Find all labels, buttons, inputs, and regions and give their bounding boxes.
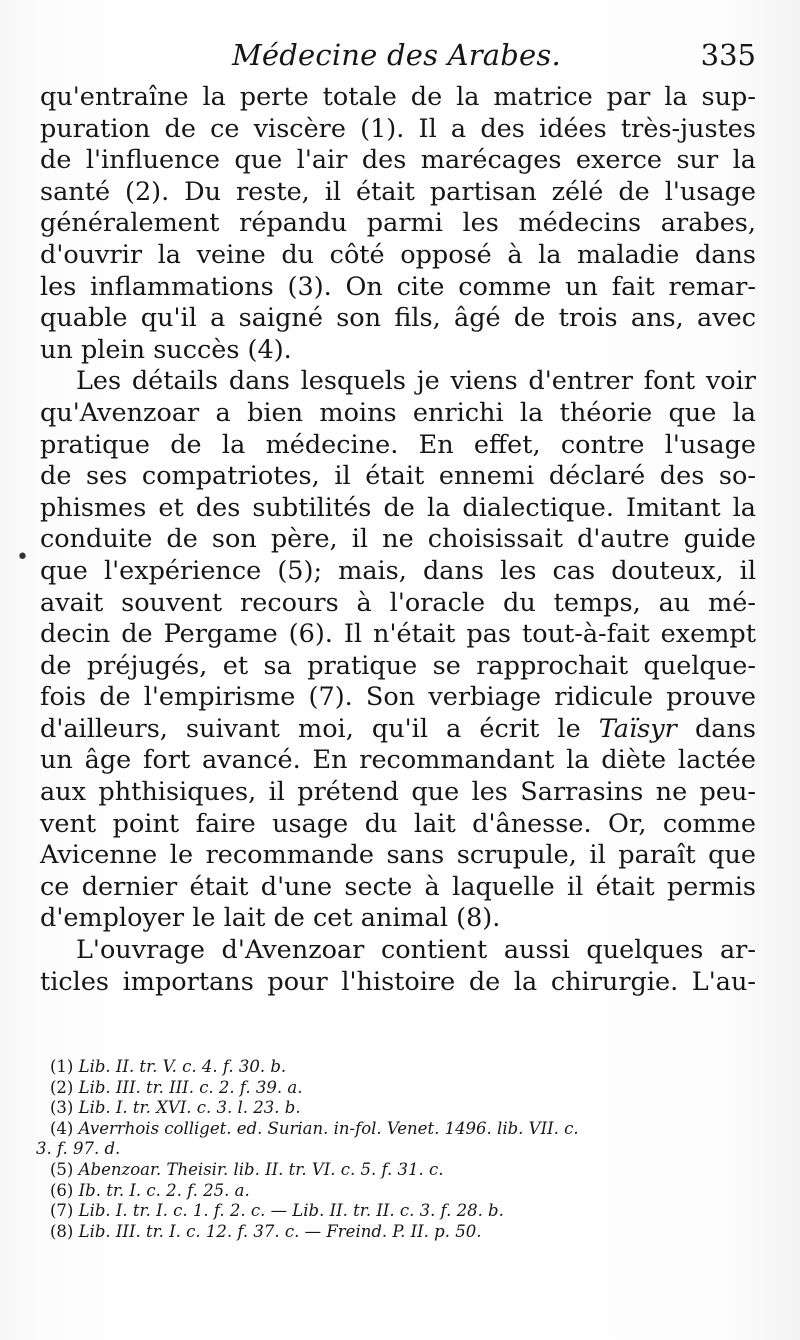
text-line: avait souvent recours à l'oracle du temps, au mé- (40, 587, 756, 618)
text-fragment: d'ailleurs, suivant moi, qu'il a écrit le (40, 713, 581, 744)
text-line: de l'influence que l'air des marécages exerce sur la (40, 145, 756, 176)
footnote-text: Abenzoar. Theisir. lib. II. tr. VI. c. 5. f. 31. c. (78, 1159, 444, 1179)
text-fragment: dans (694, 713, 756, 744)
footnote-mark: (7) (50, 1201, 74, 1221)
text-line: decin de Pergame (6). Il n'était pas tout-à-fait exempt (40, 619, 756, 650)
footnotes (36, 1057, 760, 1242)
text-line: qu'entraîne la perte totale de la matrice par la sup- (40, 82, 756, 112)
text-line: d'ouvrir la veine du côté opposé à la maladie dans (40, 239, 756, 270)
footnote-mark: (4) (50, 1118, 74, 1138)
text-line: ce dernier était d'une secte à laquelle il était permis (40, 871, 756, 902)
text-line: Les détails dans lesquels je viens d'entrer font voir (76, 366, 756, 397)
text-line: de ses compatriotes, il était ennemi déclaré des so- (40, 461, 756, 492)
footnote-text: Lib. III. tr. III. c. 2. f. 39. a. (78, 1077, 303, 1097)
footnote (50, 1160, 760, 1181)
page-number: 335 (700, 38, 756, 72)
text-line: vent point faire usage du lait d'ânesse. Or, comme (40, 808, 756, 839)
text-line: qu'Avenzoar a bien moins enrichi la théorie que la (40, 397, 756, 428)
footnote-mark: (6) (50, 1180, 74, 1200)
footnote-mark: (8) (50, 1221, 74, 1241)
footnote (50, 1181, 760, 1202)
footnote (50, 1078, 760, 1099)
footnote-mark: (5) (50, 1159, 74, 1179)
text-line: généralement répandu parmi les médecins arabes, (40, 208, 756, 239)
book-title: Taïsyr (598, 713, 677, 744)
text-line: d'employer le lait de cet animal (8). (40, 903, 501, 934)
text-line: quable qu'il a saigné son fils, âgé de trois ans, avec (40, 303, 756, 334)
page-header (40, 36, 756, 82)
footnote-text: Lib. I. tr. XVI. c. 3. l. 23. b. (78, 1098, 301, 1118)
footnote-text: Ib. tr. I. c. 2. f. 25. a. (78, 1180, 250, 1200)
text-line: un âge fort avancé. En recommandant la diète lactée (40, 745, 756, 776)
text-line: fois de l'empirisme (7). Son verbiage ridicule prouve (40, 682, 756, 713)
text-line: conduite de son père, il ne choisissait d'autre guide (40, 524, 756, 555)
footnote-text: Lib. I. tr. I. c. 1. f. 2. c. — Lib. II. tr. II. c. 3. f. 28. b. (78, 1201, 504, 1221)
footnote (50, 1222, 760, 1243)
footnote-mark: (1) (50, 1057, 74, 1076)
margin-mark: • (16, 545, 29, 570)
footnote-mark: (3) (50, 1098, 74, 1118)
footnote (50, 1201, 760, 1222)
footnote-text: Averrhois colliget. ed. Surian. in-fol. Venet. 1496. lib. VII. c. (78, 1118, 579, 1138)
text-line: un plein succès (4). (40, 334, 292, 365)
footnote-continuation: 3. f. 97. d. (36, 1139, 121, 1159)
text-line: L'ouvrage d'Avenzoar contient aussi quelques ar- (76, 935, 756, 966)
running-title: Médecine des Arabes. (232, 38, 561, 72)
footnote-mark: (2) (50, 1077, 74, 1097)
text-line: aux phthisiques, il prétend que les Sarrasins ne peu- (40, 777, 756, 808)
text-line: pratique de la médecine. En effet, contre l'usage (40, 429, 756, 460)
text-line (40, 714, 756, 746)
text-line: que l'expérience (5); mais, dans les cas douteux, il (40, 555, 756, 586)
text-line: les inflammations (3). On cite comme un fait remar- (40, 271, 756, 302)
footnote (50, 1057, 760, 1078)
footnote-text: Lib. II. tr. V. c. 4. f. 30. b. (78, 1057, 287, 1076)
text-line: phismes et des subtilités de la dialectique. Imitant la (40, 492, 756, 523)
text-line: de préjugés, et sa pratique se rapprochait quelque- (40, 650, 756, 681)
text-line: santé (2). Du reste, il était partisan zélé de l'usage (40, 176, 756, 207)
text-line: puration de ce viscère (1). Il a des idées très-justes (40, 113, 756, 144)
text-line: ticles importans pour l'histoire de la chirurgie. L'au- (40, 966, 756, 997)
footnote-text: Lib. III. tr. I. c. 12. f. 37. c. — Freind. P. II. p. 50. (78, 1221, 482, 1241)
footnote (50, 1098, 760, 1119)
body-text (40, 82, 756, 998)
text-line: Avicenne le recommande sans scrupule, il paraît que (40, 840, 756, 871)
footnote (50, 1119, 760, 1140)
